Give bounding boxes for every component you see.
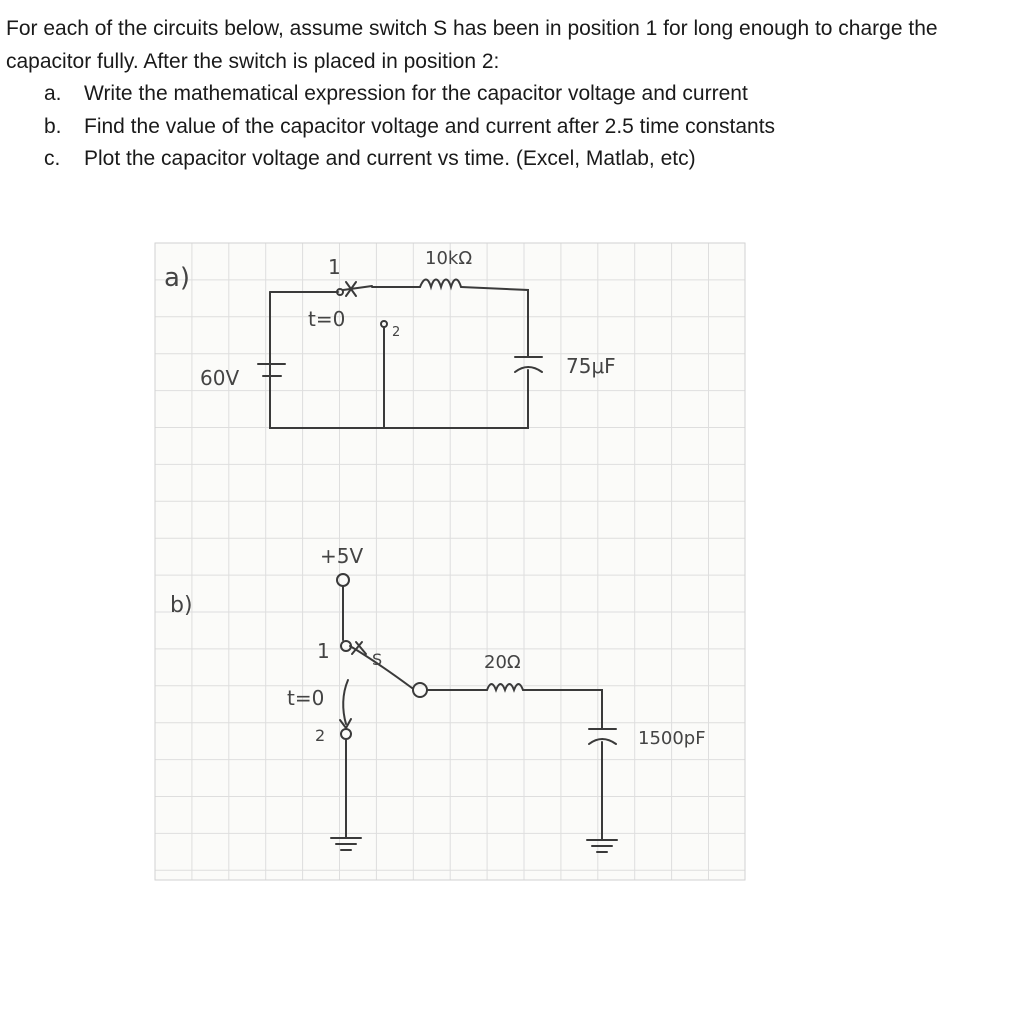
circuit-b-supply-value: +5V: [320, 544, 364, 568]
task-marker: b.: [44, 114, 62, 138]
circuit-b-switch-name: S: [372, 650, 383, 669]
task-text: Plot the capacitor voltage and current vs time. (Excel, Matlab, etc): [84, 147, 696, 170]
circuit-a-source-value: 60V: [200, 366, 240, 390]
circuit-b-switch-pos-1: 1: [317, 639, 330, 663]
circuit-a-capacitor-value: 75μF: [566, 354, 616, 378]
circuit-a-switch-pos-2: 2: [392, 325, 401, 340]
circuit-b-label: b): [170, 593, 193, 618]
task-text: Find the value of the capacitor voltage and current after 2.5 time constants: [84, 114, 776, 138]
circuit-a-label: a): [164, 263, 191, 293]
circuit-a-switch-pos-1: 1: [328, 255, 341, 279]
task-marker: c.: [44, 147, 61, 170]
circuit-b-resistor-value: 20Ω: [484, 652, 521, 673]
graph-paper-grid: [155, 243, 745, 880]
intro-text: For each of the circuits below, assume switch S has been in position 1 for long enough to charge the capacitor fully. After the switch is placed in position 2:: [6, 17, 938, 73]
circuit-b-switch-pos-2: 2: [315, 726, 326, 745]
circuit-a-switch-time: t=0: [308, 307, 346, 331]
circuit-b-switch-time: t=0: [287, 686, 325, 710]
task-text: Write the mathematical expression for the capacitor voltage and current: [84, 82, 748, 105]
task-marker: a.: [44, 82, 62, 105]
circuit-a-resistor-value: 10kΩ: [425, 248, 473, 269]
circuit-b-capacitor-value: 1500pF: [638, 728, 706, 749]
